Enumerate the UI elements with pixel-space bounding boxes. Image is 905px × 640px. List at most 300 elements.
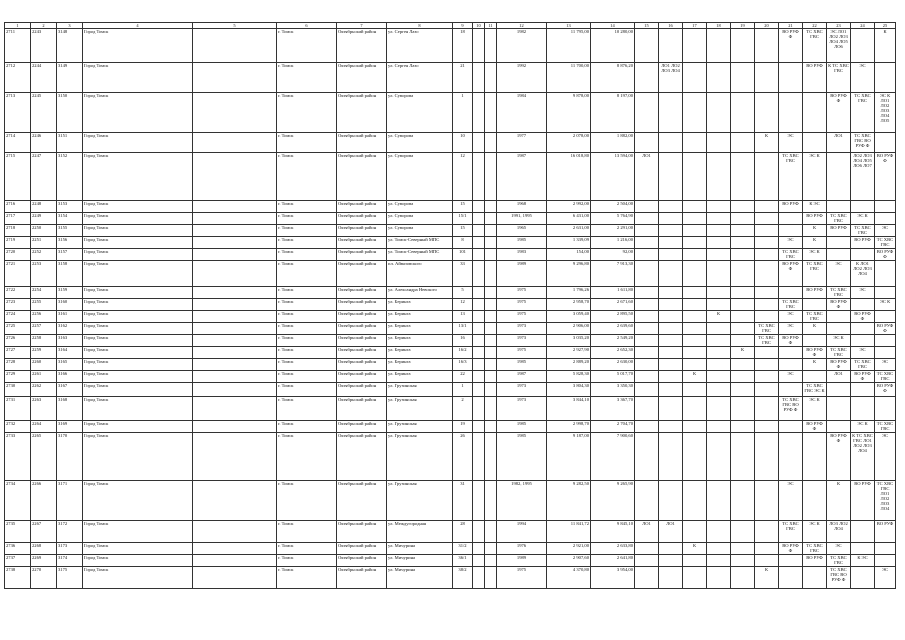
table-cell <box>473 133 485 153</box>
table-cell: ул. Александра Невского <box>387 287 453 299</box>
table-cell: 2 631,00 <box>547 225 591 237</box>
table-cell: 2 906,00 <box>547 323 591 335</box>
column-header: 6 <box>277 23 337 29</box>
table-cell: 3157 <box>57 249 83 261</box>
table-cell <box>827 383 851 397</box>
table-cell <box>193 29 277 63</box>
table-cell: ул. Суворова <box>387 153 453 201</box>
table-cell: 2268 <box>31 543 57 555</box>
table-cell <box>803 567 827 589</box>
table-cell: 1991, 1995 <box>497 213 547 225</box>
table-cell: 2 <box>453 397 473 421</box>
table-cell <box>707 63 731 93</box>
table-cell <box>485 347 497 359</box>
table-cell <box>707 397 731 421</box>
table-cell <box>659 383 683 397</box>
table-cell <box>731 359 755 371</box>
table-cell <box>635 359 659 371</box>
table-cell <box>755 359 779 371</box>
table-cell: Город Томск <box>83 213 193 225</box>
table-cell: К ТС ХВС ГВС <box>827 63 851 93</box>
table-cell: 2719 <box>5 237 31 249</box>
table-cell <box>683 383 707 397</box>
table-cell <box>755 153 779 201</box>
table-cell: ул. Беринга <box>387 323 453 335</box>
table-cell: ЭС <box>875 567 896 589</box>
table-cell: г. Томск <box>277 133 337 153</box>
table-cell <box>193 63 277 93</box>
table-cell: 3175 <box>57 567 83 589</box>
table-cell: г. Томск <box>277 397 337 421</box>
table-cell: Город Томск <box>83 555 193 567</box>
table-cell <box>193 543 277 555</box>
table-cell: 2 504,00 <box>591 201 635 213</box>
table-cell <box>485 543 497 555</box>
table-cell: Октябрьский район <box>337 153 387 201</box>
table-cell: г. Томск <box>277 93 337 133</box>
table-cell <box>707 93 731 133</box>
table-cell: ВО РУФ <box>851 481 875 521</box>
table-cell <box>193 299 277 311</box>
table-cell <box>707 567 731 589</box>
table-cell: 33 <box>453 261 473 287</box>
table-cell <box>755 201 779 213</box>
table-cell: Город Томск <box>83 63 193 93</box>
table-cell <box>473 397 485 421</box>
table-cell: г. Томск <box>277 311 337 323</box>
table-cell: 2731 <box>5 397 31 421</box>
table-cell: ВО РУФ <box>851 237 875 249</box>
table-cell: 19 <box>453 421 473 433</box>
table-cell: ТС ХВС ГВС <box>803 29 827 63</box>
column-header: 16 <box>659 23 683 29</box>
table-cell: 3 059,40 <box>547 311 591 323</box>
table-cell <box>875 201 896 213</box>
table-cell: г. Томск <box>277 249 337 261</box>
table-row <box>5 555 896 567</box>
table-cell <box>827 249 851 261</box>
table-cell: 2 671,60 <box>591 299 635 311</box>
table-cell: 15/1 <box>453 213 473 225</box>
table-cell: ЛО1 <box>827 371 851 383</box>
table-cell: ул. Суворова <box>387 201 453 213</box>
table-cell <box>193 93 277 133</box>
table-cell: К <box>875 29 896 63</box>
table-cell <box>731 421 755 433</box>
table-cell <box>731 567 755 589</box>
table-cell <box>755 555 779 567</box>
table-cell: ЭС <box>827 543 851 555</box>
table-cell: 10 <box>453 133 473 153</box>
table-cell: 3 844,10 <box>547 397 591 421</box>
table-cell: 2724 <box>5 311 31 323</box>
table-cell: 2266 <box>31 481 57 521</box>
table-cell <box>755 261 779 287</box>
table-cell: ВО РУФ Ф <box>779 335 803 347</box>
table-cell: Город Томск <box>83 201 193 213</box>
table-cell: ЛО3 ЛО2 ЛО4 <box>827 521 851 543</box>
table-cell: 15 <box>453 225 473 237</box>
table-cell: ул. Грузинская <box>387 421 453 433</box>
table-cell: ВО РУФ Ф <box>803 347 827 359</box>
table-cell <box>659 299 683 311</box>
table-cell: ЛО2 ЛО3 ЛО4 ЛО5 ЛО6 ЛО7 <box>851 153 875 201</box>
table-cell: ТС ХВС ГВС ЭС К <box>803 383 827 397</box>
table-cell: 2722 <box>5 287 31 299</box>
table-cell <box>707 29 731 63</box>
table-cell: г. Томск <box>277 299 337 311</box>
table-cell: 2 639,60 <box>591 323 635 335</box>
table-cell <box>635 543 659 555</box>
column-header: 3 <box>57 23 83 29</box>
table-cell <box>635 237 659 249</box>
table-cell <box>193 261 277 287</box>
table-cell <box>485 521 497 543</box>
table-cell: 16 018,80 <box>547 153 591 201</box>
table-cell <box>635 201 659 213</box>
table-cell <box>659 261 683 287</box>
table-cell: 2260 <box>31 359 57 371</box>
table-cell <box>707 433 731 481</box>
table-cell: 2 895,50 <box>591 311 635 323</box>
table-cell: 3165 <box>57 359 83 371</box>
table-cell: ул. Беринга <box>387 311 453 323</box>
table-cell: ЭС <box>779 323 803 335</box>
table-row <box>5 133 896 153</box>
table-cell: 3164 <box>57 347 83 359</box>
table-cell: 2 630,00 <box>591 359 635 371</box>
table-cell <box>851 543 875 555</box>
table-cell <box>193 567 277 589</box>
table-cell: 2713 <box>5 93 31 133</box>
table-cell <box>851 383 875 397</box>
table-cell: ЭС К ЛО1 ЛО2 ЛО3 ЛО4 ЛО5 <box>875 93 896 133</box>
table-cell: 2251 <box>31 237 57 249</box>
table-cell: 2244 <box>31 63 57 93</box>
table-cell: Октябрьский район <box>337 383 387 397</box>
table-cell: ТС ХВС ГВС ВО РУФ Ф <box>851 133 875 153</box>
table-cell: 2736 <box>5 543 31 555</box>
table-cell <box>851 249 875 261</box>
table-cell: ТС ХВС ГВС <box>851 93 875 133</box>
table-cell <box>683 201 707 213</box>
table-cell <box>731 93 755 133</box>
table-cell: ТС ХВС ГВС <box>827 347 851 359</box>
table-cell <box>851 299 875 311</box>
table-cell: Октябрьский район <box>337 397 387 421</box>
table-cell: 3166 <box>57 371 83 383</box>
table-cell: 2734 <box>5 481 31 521</box>
table-cell <box>485 481 497 521</box>
table-cell: ул. Сергея Лазо <box>387 29 453 63</box>
table-cell: ТС ХВС ГВС <box>755 323 779 335</box>
table-cell <box>473 347 485 359</box>
table-cell: ул. Мичурина <box>387 555 453 567</box>
table-cell <box>659 335 683 347</box>
table-cell: 5 828,30 <box>547 371 591 383</box>
table-cell: Город Томск <box>83 421 193 433</box>
table-cell <box>659 153 683 201</box>
table-row <box>5 93 896 133</box>
table-cell: 26 <box>453 433 473 481</box>
table-cell: 12 <box>453 299 473 311</box>
table-cell <box>731 225 755 237</box>
table-cell: ЭС К <box>851 421 875 433</box>
table-cell: ТС ХВС ГВС <box>851 225 875 237</box>
table-cell <box>755 249 779 261</box>
table-cell: 3167 <box>57 383 83 397</box>
table-cell: 31 <box>453 481 473 521</box>
table-cell <box>485 299 497 311</box>
table-row <box>5 383 896 397</box>
table-cell <box>827 421 851 433</box>
table-cell: ВО РУФ Ф <box>851 311 875 323</box>
table-cell <box>683 287 707 299</box>
table-cell: ул. Суворова <box>387 213 453 225</box>
table-cell: ЭС <box>851 63 875 93</box>
table-cell: Город Томск <box>83 521 193 543</box>
table-cell: 1982, 1995 <box>497 481 547 521</box>
table-cell: ул. Беринга <box>387 347 453 359</box>
table-cell: пл. Айвазовского <box>387 261 453 287</box>
table-cell: 9 187,00 <box>547 433 591 481</box>
table-cell <box>635 249 659 261</box>
table-cell <box>755 433 779 481</box>
table-cell: ул. Мичурина <box>387 543 453 555</box>
table-cell: 2 958,70 <box>547 299 591 311</box>
table-cell: 2258 <box>31 335 57 347</box>
table-cell: Город Томск <box>83 383 193 397</box>
table-cell: ТС ХВС ГВС <box>755 335 779 347</box>
table-cell <box>635 567 659 589</box>
table-cell <box>473 93 485 133</box>
table-cell: К <box>755 567 779 589</box>
table-cell: Октябрьский район <box>337 249 387 261</box>
table-cell: ТС ХВС ГВС <box>803 543 827 555</box>
table-cell: 22 <box>453 371 473 383</box>
table-cell: Город Томск <box>83 299 193 311</box>
table-cell <box>683 213 707 225</box>
table-cell: 38/2 <box>453 567 473 589</box>
table-cell <box>779 359 803 371</box>
table-cell <box>635 299 659 311</box>
table-cell <box>659 213 683 225</box>
table-cell: ЭС К <box>827 335 851 347</box>
table-row <box>5 397 896 421</box>
table-cell: 36/1 <box>453 555 473 567</box>
table-cell: Октябрьский район <box>337 287 387 299</box>
table-cell <box>659 201 683 213</box>
table-cell: 16/2 <box>453 347 473 359</box>
table-cell: г. Томск <box>277 383 337 397</box>
table-row <box>5 521 896 543</box>
table-cell: 2267 <box>31 521 57 543</box>
table-cell: 2721 <box>5 261 31 287</box>
table-cell <box>731 323 755 335</box>
table-cell: ул. Беринга <box>387 359 453 371</box>
table-cell: 1989 <box>497 555 547 567</box>
table-cell: 2715 <box>5 153 31 201</box>
table-cell: 1975 <box>497 299 547 311</box>
table-cell: 2253 <box>31 261 57 287</box>
table-cell <box>683 567 707 589</box>
table-cell: ВО РУФ Ф <box>827 359 851 371</box>
column-header: 23 <box>827 23 851 29</box>
table-cell: 9 265,90 <box>591 481 635 521</box>
table-cell <box>731 213 755 225</box>
table-cell <box>803 133 827 153</box>
table-cell: 2270 <box>31 567 57 589</box>
table-cell <box>485 311 497 323</box>
table-cell: 3150 <box>57 93 83 133</box>
table-cell <box>473 311 485 323</box>
table-cell: ВО РУФ Ф <box>779 261 803 287</box>
table-cell: 9 845,10 <box>591 521 635 543</box>
column-header: 20 <box>755 23 779 29</box>
table-cell <box>707 481 731 521</box>
table-cell: Город Томск <box>83 153 193 201</box>
table-cell <box>731 133 755 153</box>
table-cell <box>635 261 659 287</box>
table-cell <box>731 397 755 421</box>
table-cell <box>875 213 896 225</box>
table-cell: 3158 <box>57 261 83 287</box>
table-row <box>5 335 896 347</box>
table-cell: 2245 <box>31 93 57 133</box>
table-cell <box>683 249 707 261</box>
table-cell: 2 992,00 <box>547 201 591 213</box>
table-cell: 3163 <box>57 335 83 347</box>
table-cell <box>827 237 851 249</box>
table-cell: ул. Суворова <box>387 225 453 237</box>
table-cell <box>473 153 485 201</box>
table-cell: г. Томск <box>277 567 337 589</box>
table-cell: г. Томск <box>277 237 337 249</box>
table-cell: ЛО1 <box>659 521 683 543</box>
table-cell <box>193 433 277 481</box>
table-cell: Октябрьский район <box>337 335 387 347</box>
table-cell: 2738 <box>5 567 31 589</box>
table-cell: 1973 <box>497 323 547 335</box>
table-cell <box>635 287 659 299</box>
table-cell <box>803 93 827 133</box>
table-cell: Октябрьский район <box>337 567 387 589</box>
table-cell: 3159 <box>57 287 83 299</box>
table-cell <box>683 299 707 311</box>
table-cell <box>851 201 875 213</box>
table-cell: ВО РУФ Ф <box>827 299 851 311</box>
table-cell <box>635 481 659 521</box>
table-cell <box>707 201 731 213</box>
table-cell: 3168 <box>57 397 83 421</box>
table-cell: ТС ХВС ГВС ЛО1 ЛО2 ЛО3 ЛО4 <box>875 481 896 521</box>
table-cell: К <box>803 323 827 335</box>
table-cell: ТС ХВС ГВС <box>827 555 851 567</box>
table-cell <box>707 133 731 153</box>
table-cell: ЭС <box>875 225 896 237</box>
table-cell: 1 <box>453 93 473 133</box>
table-row <box>5 311 896 323</box>
table-cell <box>473 433 485 481</box>
table-cell: 2262 <box>31 383 57 397</box>
column-header: 21 <box>779 23 803 29</box>
column-header: 15 <box>635 23 659 29</box>
table-cell: 5 017,70 <box>591 371 635 383</box>
table-cell <box>193 421 277 433</box>
column-header: 19 <box>731 23 755 29</box>
table-cell: 2711 <box>5 29 31 63</box>
table-row <box>5 249 896 261</box>
table-cell <box>473 299 485 311</box>
table-cell: ВО РУФ <box>803 555 827 567</box>
table-cell <box>485 29 497 63</box>
table-cell <box>707 521 731 543</box>
table-cell <box>659 237 683 249</box>
table-cell <box>193 153 277 201</box>
table-cell <box>779 225 803 237</box>
table-cell <box>731 29 755 63</box>
table-cell: ВО РУФ Ф <box>779 543 803 555</box>
table-cell: 2269 <box>31 555 57 567</box>
table-cell: г. Томск <box>277 213 337 225</box>
table-cell: 2712 <box>5 63 31 93</box>
table-cell <box>707 213 731 225</box>
table-cell: 11 795,00 <box>547 29 591 63</box>
table-cell: 1973 <box>497 335 547 347</box>
table-cell <box>875 543 896 555</box>
table-cell: 8 876,20 <box>591 63 635 93</box>
table-cell: 2727 <box>5 347 31 359</box>
table-row <box>5 237 896 249</box>
table-cell <box>707 153 731 201</box>
table-cell <box>193 481 277 521</box>
table-cell <box>485 237 497 249</box>
table-cell: 2256 <box>31 311 57 323</box>
table-cell <box>779 213 803 225</box>
table-body <box>5 29 896 589</box>
table-cell <box>755 287 779 299</box>
table-cell: 2254 <box>31 287 57 299</box>
table-cell <box>707 225 731 237</box>
table-cell: ул. Беринга <box>387 335 453 347</box>
table-cell: 9 282,50 <box>547 481 591 521</box>
table-cell: г. Томск <box>277 347 337 359</box>
table-cell <box>659 287 683 299</box>
table-cell: г. Томск <box>277 335 337 347</box>
table-cell: 1975 <box>497 311 547 323</box>
table-cell <box>473 237 485 249</box>
table-cell <box>827 153 851 201</box>
table-cell <box>851 323 875 335</box>
table-cell: 1977 <box>497 133 547 153</box>
table-cell <box>193 287 277 299</box>
table-cell: 1992 <box>497 63 547 93</box>
table-cell: Город Томск <box>83 287 193 299</box>
table-cell: Октябрьский район <box>337 543 387 555</box>
table-cell: 3162 <box>57 323 83 335</box>
table-cell <box>485 261 497 287</box>
table-cell: ВО РУФ <box>803 287 827 299</box>
table-cell <box>659 421 683 433</box>
table-cell: 3156 <box>57 237 83 249</box>
table-cell: 3153 <box>57 201 83 213</box>
table-cell <box>635 371 659 383</box>
table-cell: 11 841,72 <box>547 521 591 543</box>
table-cell: 2247 <box>31 153 57 201</box>
table-cell: ВО РУФ Ф <box>875 153 896 201</box>
table-cell <box>659 555 683 567</box>
table-cell <box>755 371 779 383</box>
